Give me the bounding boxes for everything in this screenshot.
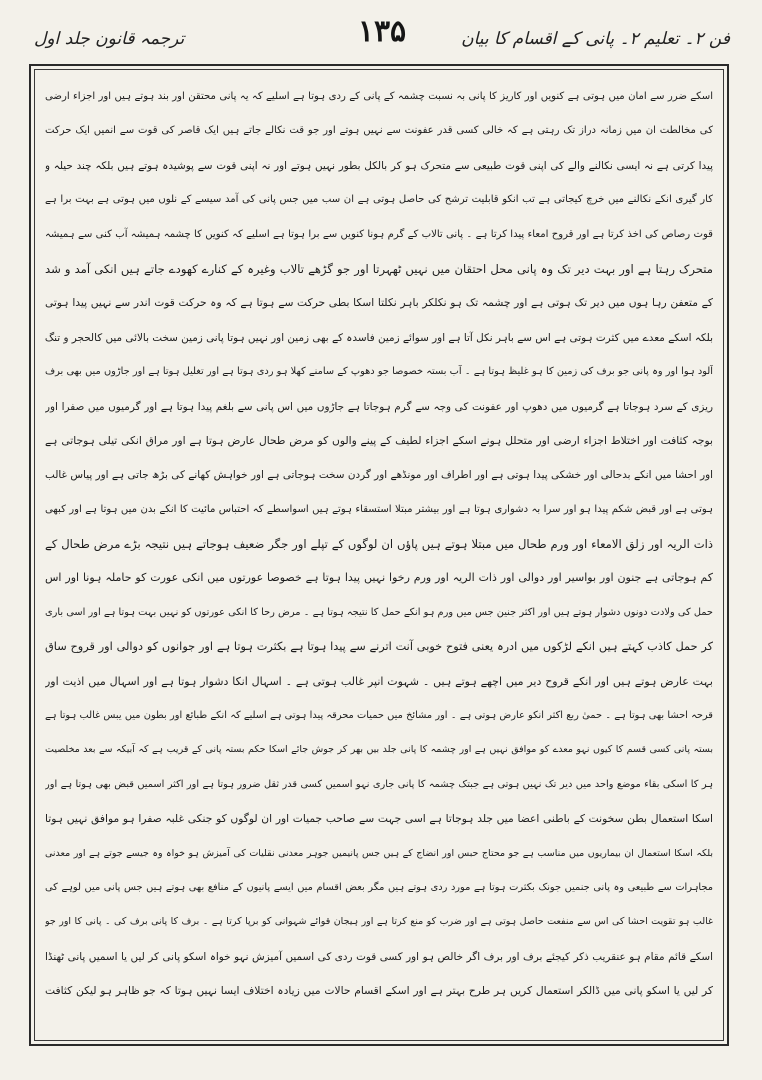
- text-line: اور احشا میں انکے بدحالی اور خشکی پیدا ہوتی ہے اور اطراف اور مونڈھے اور گردن سخت ہوجاتی ہے اور خواہش کھانے کی بڑھ جاتی ہے اور پیاس غالب: [45, 469, 713, 482]
- text-line: بوجہ کثافت اور اختلاط اجزاء ارضی اور متحلل ہونے اسکے اجزاء لطیف کے پینے والوں کو مرض طحال عارض ہوتا ہے اور مراق انکی تیلی ہوجاتی ہے: [45, 433, 713, 447]
- text-line: اسکے قائم مقام ہو عنقریب ذکر کیجئے برف اور برف اگر خالص ہو اور کسی قوت ردی کی اسمیں آمیزش نہو خواہ اسکو پانی کر لیں یا اسمیں پانی ٹھنڈا: [45, 950, 713, 963]
- text-line: غالب ہو تقویت احشا کی اس سے منفعت حاصل ہوتی ہے اور ضرب کو منع کرتا ہے اور ہیجان قوائے شہوانی کو برپا کرتا ہے ۔ برف کا پانی برف کی ۔ پانی کا اور جو: [45, 916, 713, 928]
- page-number: ۱۳۵: [357, 14, 407, 49]
- text-line: بلکہ اسکے معدے میں کثرت ہوتی ہے اس سے باہر نکل آتا ہے اور سوائے زمین فاسدہ کے بھی زمین اور نہیں ہوتا پانی زمین سخت بالائی میں کالحجر و تنگ: [45, 331, 713, 344]
- text-line: کر لیں یا اسکو پانی میں ڈالکر استعمال کریں ہر طرح بہتر ہے اور اسکے اقسام حالات میں زیادہ اختلاف ایسا نہیں ہوتا کہ جو ظاہر ہو لیکن کثافت: [45, 984, 713, 998]
- page-header: [30, 14, 734, 60]
- text-line: کار گیری انکے نکالنے میں خرچ کیجاتی ہے تب انکو قابلیت ترشح کی حاصل ہوتی ہے ان سب میں جس پانی کی آمد سیسے کے نلوں میں ہوتی ہے بہت برا ہے: [45, 194, 713, 206]
- text-line: اسکے ضرر سے امان میں ہوتی ہے کنویں اور کاریز کا پانی بہ نسبت چشمہ کے پانی کے ردی ہوتا ہے اسلیے کہ یہ پانی محتقن اور بند ہوتے ہیں اور اجزاء ارضی: [45, 91, 713, 102]
- text-line: ذات الریہ اور زلق الامعاء اور ورم طحال میں مبتلا ہوتے ہیں پاؤں ان لوگوں کے تپلے اور جگر ضعیف ہوجاتے ہیں نتیجہ بڑے مرض طحال کے: [45, 537, 713, 552]
- text-line: ہوتی ہے اور قبض شکم پیدا ہو اور سرا بہ دشواری ہوتا ہے اور بیشتر مبتلا استسقاء ہوتے ہیں اسواسطے کہ احتباس مائیت کا انکے بدن میں ہوتا ہے اور کبھی: [45, 503, 713, 515]
- text-line: ہر کا اسکی بقاء موضع واحد میں دیر تک نہیں ہوتی ہے جبتک چشمہ کا پانی جاری نہو اسمیں کسی قدر ثقل ضرور ہوتا ہے اور اکثر اسمیں قبض بھی ہوتا ہے اور: [45, 778, 713, 790]
- text-line: ریزی کے سرد ہوجاتا ہے گرمیوں میں دھوپ اور عفونت کی وجہ سے گرم ہوجاتا ہے جاڑوں میں اس پانی سے بلغم پیدا ہوتا ہے اور گرمیوں میں صفرا اور: [45, 400, 713, 413]
- text-line: مجاہرات سے طبیعی وہ پانی جنمیں جونک بکثرت ہوتا ہے مورد ردی ہوتے ہیں مگر بعض اقسام میں ایسے پانیوں کے منافع بھی ہوتے ہیں جس پانی میں لوہے کی: [45, 881, 713, 893]
- text-line: حمل کی ولادت دونوں دشوار ہوتے ہیں اور اکثر جنین جس میں ورم ہو انکے حمل کا نتیجہ ہوتا ہے ۔ مرض رحا کا انکی عورتوں کو نہیں بہت ہوتا ہے اور اسی باری: [45, 606, 713, 618]
- text-line: کے متعفن رہا ہوں میں دیر تک ہوتی ہے اور چشمہ تک ہو نکلکر باہر نکلتا اسکا بطی حرکت سے ہوتا ہے کہ وہ حرکت قوت اندر سے نہیں پیدا ہوتی: [45, 296, 713, 310]
- text-line: پیدا کرتی ہے نہ ایسی نکالنے والے کی اپنی قوت طبیعی سے متحرک ہو کر بالکل بطور نہیں ہوتے اور نہ اپنی قوت سے پوشیدہ ہوتے ہیں بلکہ چند حیلہ و: [45, 159, 713, 172]
- text-line: قرحہ احشا بھی ہوتا ہے ۔ حمیٰ ربع اکثر انکو عارض ہوتی ہے ۔ اور مشائخ میں حمیات محرقہ پیدا ہوتی ہے اسلیے کہ انکے طبائع اور بطون میں یبس غالب ہوتا ہے: [45, 710, 713, 722]
- text-line: کر حمل کاذب کہتے ہیں انکے لڑکوں میں ادرہ یعنی فتوح خوبی آنت اترنے سے پیدا ہوتا ہے بکثرت ہوتا ہے اور جوانوں کو دوالی اور قروح ساق: [45, 640, 713, 654]
- body-text: [45, 80, 713, 1032]
- book-title: ترجمہ قانون جلد اول: [34, 29, 185, 49]
- text-line: کم ہوجاتی ہے جنون اور بواسیر اور دوالی اور ذات الریہ اور ورم رخوا نہیں پیدا ہوتا ہے خصوصا عورتوں میں انکی عورت کو حاملہ ہونا اور اس: [45, 571, 713, 585]
- chapter-title: فن ۲۔ تعلیم ۲۔ پانی کے اقسام کا بیان: [461, 29, 730, 49]
- text-line: بہت عارض ہوتے ہیں اور انکے قروح دیر میں اچھے ہوتے ہیں ۔ شہوت انپر غالب ہوتی ہے ۔ اسہال انکا دشوار ہوتا ہے اور اسہال میں اذیت اور: [45, 674, 713, 688]
- text-line: آلود ہوا اور وہ پانی جو برف کی زمین کا ہو غلیظ ہوتا ہے ۔ آب بستہ خصوصا جو دھوپ کے سامنے کھلا ہو ردی ہوتا ہے اور تغلیل ہوتا ہے اور جاڑوں میں بھی برف: [45, 366, 713, 378]
- text-line: اسکا استعمال بطن سخونت کے باطنی اعضا میں جلد ہوجاتا ہے اسی جہت سے صاحب جمیات اور ان لوگوں کو جنکی غلبہ صفرا ہو موافق نہیں ہوتا: [45, 812, 713, 826]
- text-line: بلکہ اسکا استعمال ان بیماریوں میں مناسب ہے جو محتاج حبس اور انضاج کے ہیں جس پانیمیں جوہر معدنی نقلیات کی آمیزش ہو خواہ وہ جیسے جوتے ہے اور معدنی: [45, 847, 713, 859]
- text-line: بستہ پانی کسی قسم کا کیوں نہو معدے کو موافق نہیں ہے اور چشمہ کا پانی جلد بیں بھر کر جوش جائے اسکا حکم بستہ پانی کے قریب ہے کہ آبیکہ سے بعد مخلصیت: [45, 744, 713, 756]
- text-line: متحرک رہتا ہے اور بہت دیر تک وہ پانی محل احتقان میں نہیں ٹھہرتا اور جو گڑھے تالاب وغیرہ کے کنارے کھودے جاتے ہیں انکی آمد و شد: [45, 261, 713, 276]
- text-line: کی مخالطت ان میں زمانہ دراز تک رہتی ہے کہ خالی کسی قدر عفونت سے نہیں ہوتے اور جو قت نکالے جاتے ہیں ایک قاصر کی قوت سے انمیں ایک حرکت: [45, 125, 713, 137]
- text-line: قوت رصاص کی اخذ کرتا ہے اور قروح امعاء پیدا کرتا ہے ۔ پانی تالاب کے گرم ہونا کنویں سے برا ہوتا ہے اسلیے کہ کنویں کا چشمہ ہمیشہ آب کنی سے ہمیشہ: [45, 228, 713, 240]
- text-frame: [29, 64, 729, 1046]
